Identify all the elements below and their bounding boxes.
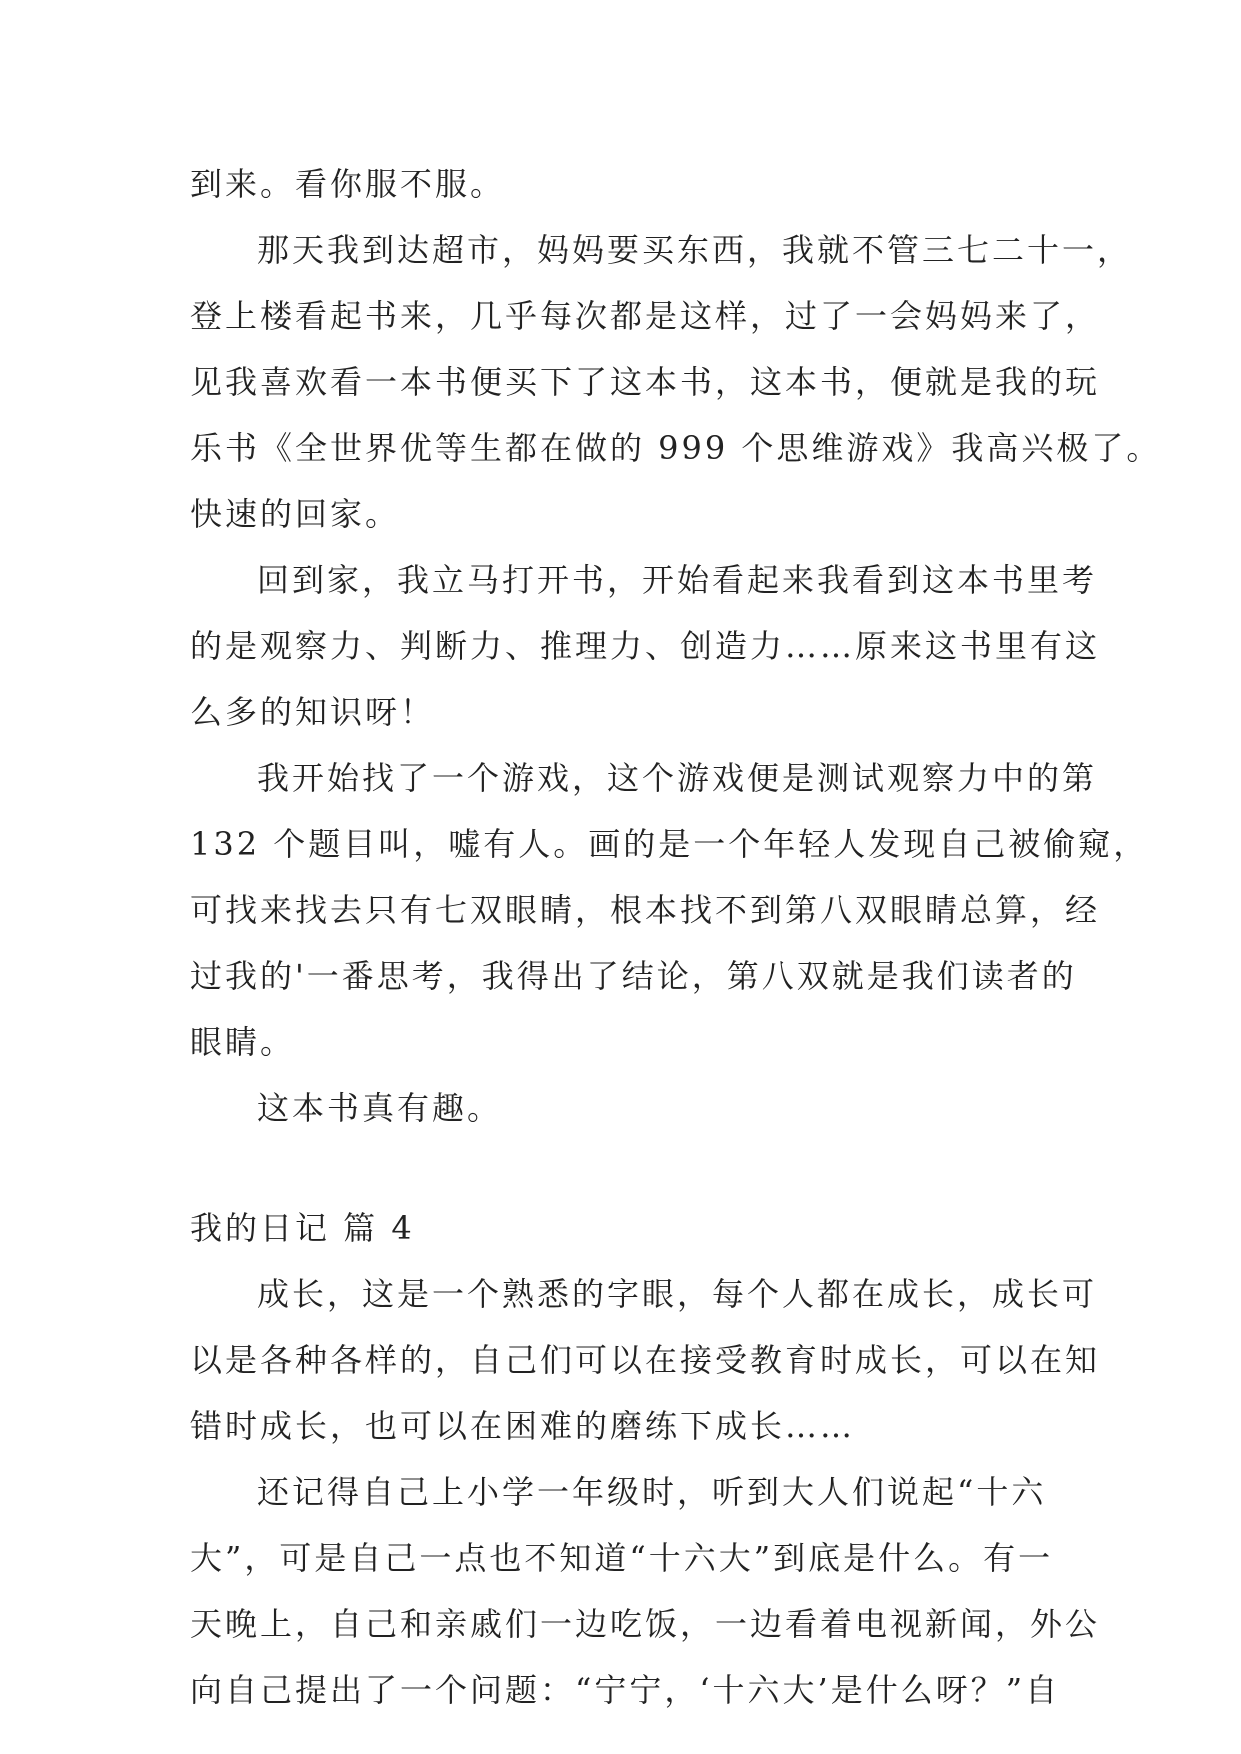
paragraph-line: 成长，这是一个熟悉的字眼，每个人都在成长，成长可 <box>257 1275 1098 1313</box>
text-line: 么多的知识呀！ <box>190 693 436 731</box>
text-line: 132 个题目叫，嘘有人。画的是一个年轻人发现自己被偷窥， <box>190 825 1149 863</box>
text-line: 的是观察力、判断力、推理力、创造力……原来这书里有这 <box>190 627 1101 665</box>
text-line: 以是各种各样的，自己们可以在接受教育时成长，可以在知 <box>190 1341 1101 1379</box>
paragraph-line: 我开始找了一个游戏，这个游戏便是测试观察力中的第 <box>257 759 1098 797</box>
text-line: 可找来找去只有七双眼睛，根本找不到第八双眼睛总算，经 <box>190 891 1101 929</box>
text-line: 天晚上，自己和亲戚们一边吃饭，一边看着电视新闻，外公 <box>190 1605 1101 1643</box>
text-line: 过我的'一番思考，我得出了结论，第八双就是我们读者的 <box>190 957 1077 995</box>
text-line: 见我喜欢看一本书便买下了这本书，这本书，便就是我的玩 <box>190 363 1101 401</box>
paragraph-line: 那天我到达超市，妈妈要买东西，我就不管三七二十一， <box>257 231 1133 269</box>
text-line: 乐书《全世界优等生都在做的 999 个思维游戏》我高兴极了。 <box>190 429 1162 467</box>
section-heading: 我的日记 篇 4 <box>190 1209 415 1247</box>
paragraph-line: 这本书真有趣。 <box>257 1089 503 1127</box>
paragraph-line: 回到家，我立马打开书，开始看起来我看到这本书里考 <box>257 561 1098 599</box>
text-line: 向自己提出了一个问题：“宁宁，‘十六大’是什么呀？”自 <box>190 1671 1061 1709</box>
text-line: 快速的回家。 <box>190 495 401 533</box>
text-line: 眼睛。 <box>190 1023 296 1061</box>
text-line: 到来。看你服不服。 <box>190 165 506 203</box>
paragraph-line: 还记得自己上小学一年级时，听到大人们说起“十六 <box>257 1473 1047 1511</box>
text-line: 登上楼看起书来，几乎每次都是这样，过了一会妈妈来了， <box>190 297 1101 335</box>
text-line: 错时成长，也可以在困难的磨练下成长…… <box>190 1407 856 1445</box>
text-line: 大”，可是自己一点也不知道“十六大”到底是什么。有一 <box>190 1539 1054 1577</box>
